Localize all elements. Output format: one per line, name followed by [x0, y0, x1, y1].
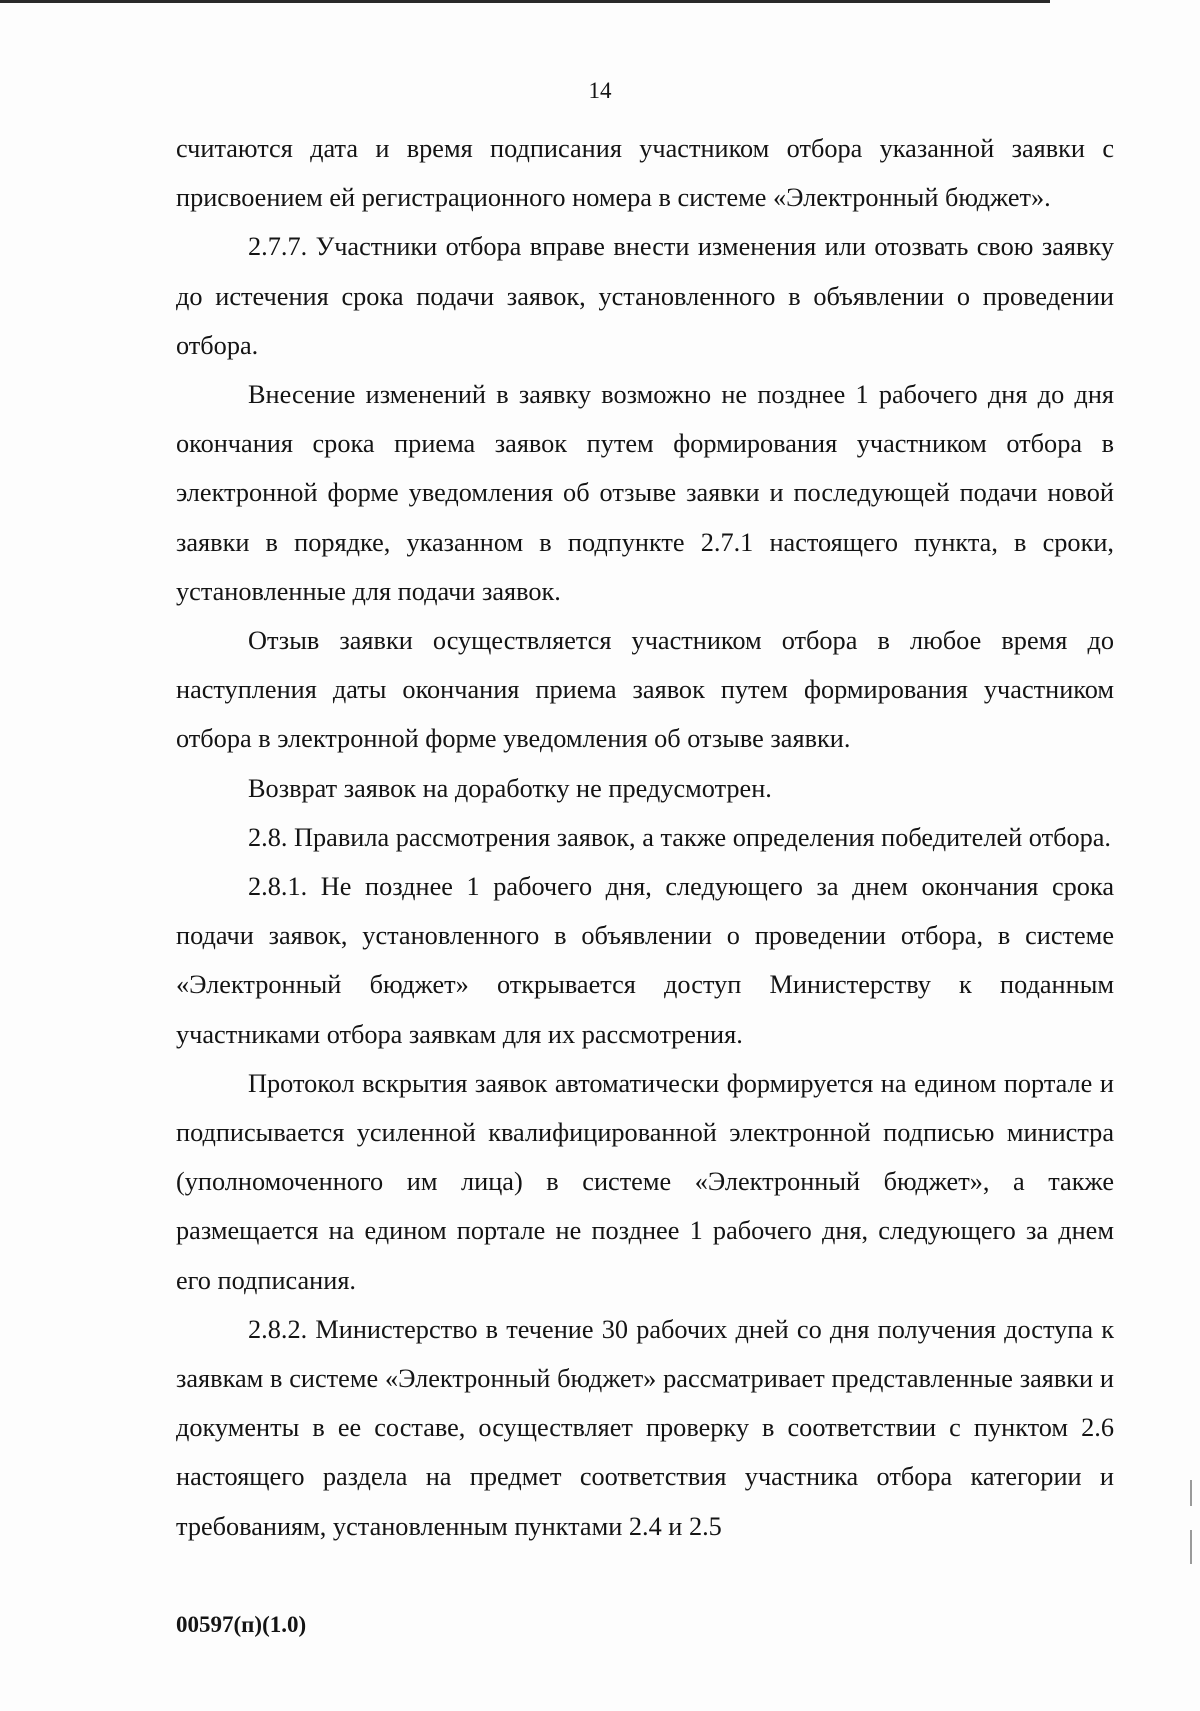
- document-code: 00597(п)(1.0): [176, 1612, 307, 1637]
- paragraph: 2.8.2. Министерство в течение 30 рабочих дней со дня получения доступа к заявкам в системе «Электронный бюджет» рассматривает представленные заявки и документы в ее составе, осуществляет проверку в соответствии с пунктом 2.6 настоящего раздела на предмет соответствия участника отбора категории и требованиям, установленным пунктами 2.4 и 2.5: [176, 1314, 1114, 1541]
- paragraph: 2.8. Правила рассмотрения заявок, а также определения победителей отбора.: [248, 822, 1111, 852]
- paragraph: 2.8.1. Не позднее 1 рабочего дня, следующего за днем окончания срока подачи заявок, установленного в объявлении о проведении отбора, в системе «Электронный бюджет» открывается доступ Министерству к поданным участниками отбора заявкам для их рассмотрения.: [176, 872, 1114, 1049]
- paragraph: Возврат заявок на доработку не предусмотрен.: [248, 773, 772, 803]
- paragraph: 2.7.7. Участники отбора вправе внести изменения или отозвать свою заявку до истечения срока подачи заявок, установленного в объявлении о проведении отбора.: [176, 232, 1114, 360]
- scan-top-edge: [0, 0, 1050, 3]
- paragraph: Протокол вскрытия заявок автоматически формируется на едином портале и подписывается усиленной квалифицированной электронной подписью министра (уполномоченного им лица) в системе «Электронный бюджет», а также размещается на едином портале не позднее 1 рабочего дня, следующего за днем его подписания.: [176, 1068, 1114, 1295]
- paragraph: Отзыв заявки осуществляется участником отбора в любое время до наступления даты окончания приема заявок путем формирования участником отбора в электронной форме уведомления об отзыве заявки.: [176, 626, 1114, 754]
- scan-edge-mark: [1190, 1480, 1192, 1506]
- scan-edge-mark: [1190, 1530, 1192, 1564]
- page-number: 14: [588, 78, 612, 103]
- document-body: [176, 124, 1114, 1551]
- paragraph: Внесение изменений в заявку возможно не позднее 1 рабочего дня до дня окончания срока приема заявок путем формирования участником отбора в электронной форме уведомления об отзыве заявки и последующей подачи новой заявки в порядке, указанном в подпункте 2.7.1 настоящего пункта, в сроки, установленные для подачи заявок.: [176, 380, 1114, 606]
- paragraph: считаются дата и время подписания участником отбора указанной заявки с присвоением ей регистрационного номера в системе «Электронный бюджет».: [176, 134, 1114, 213]
